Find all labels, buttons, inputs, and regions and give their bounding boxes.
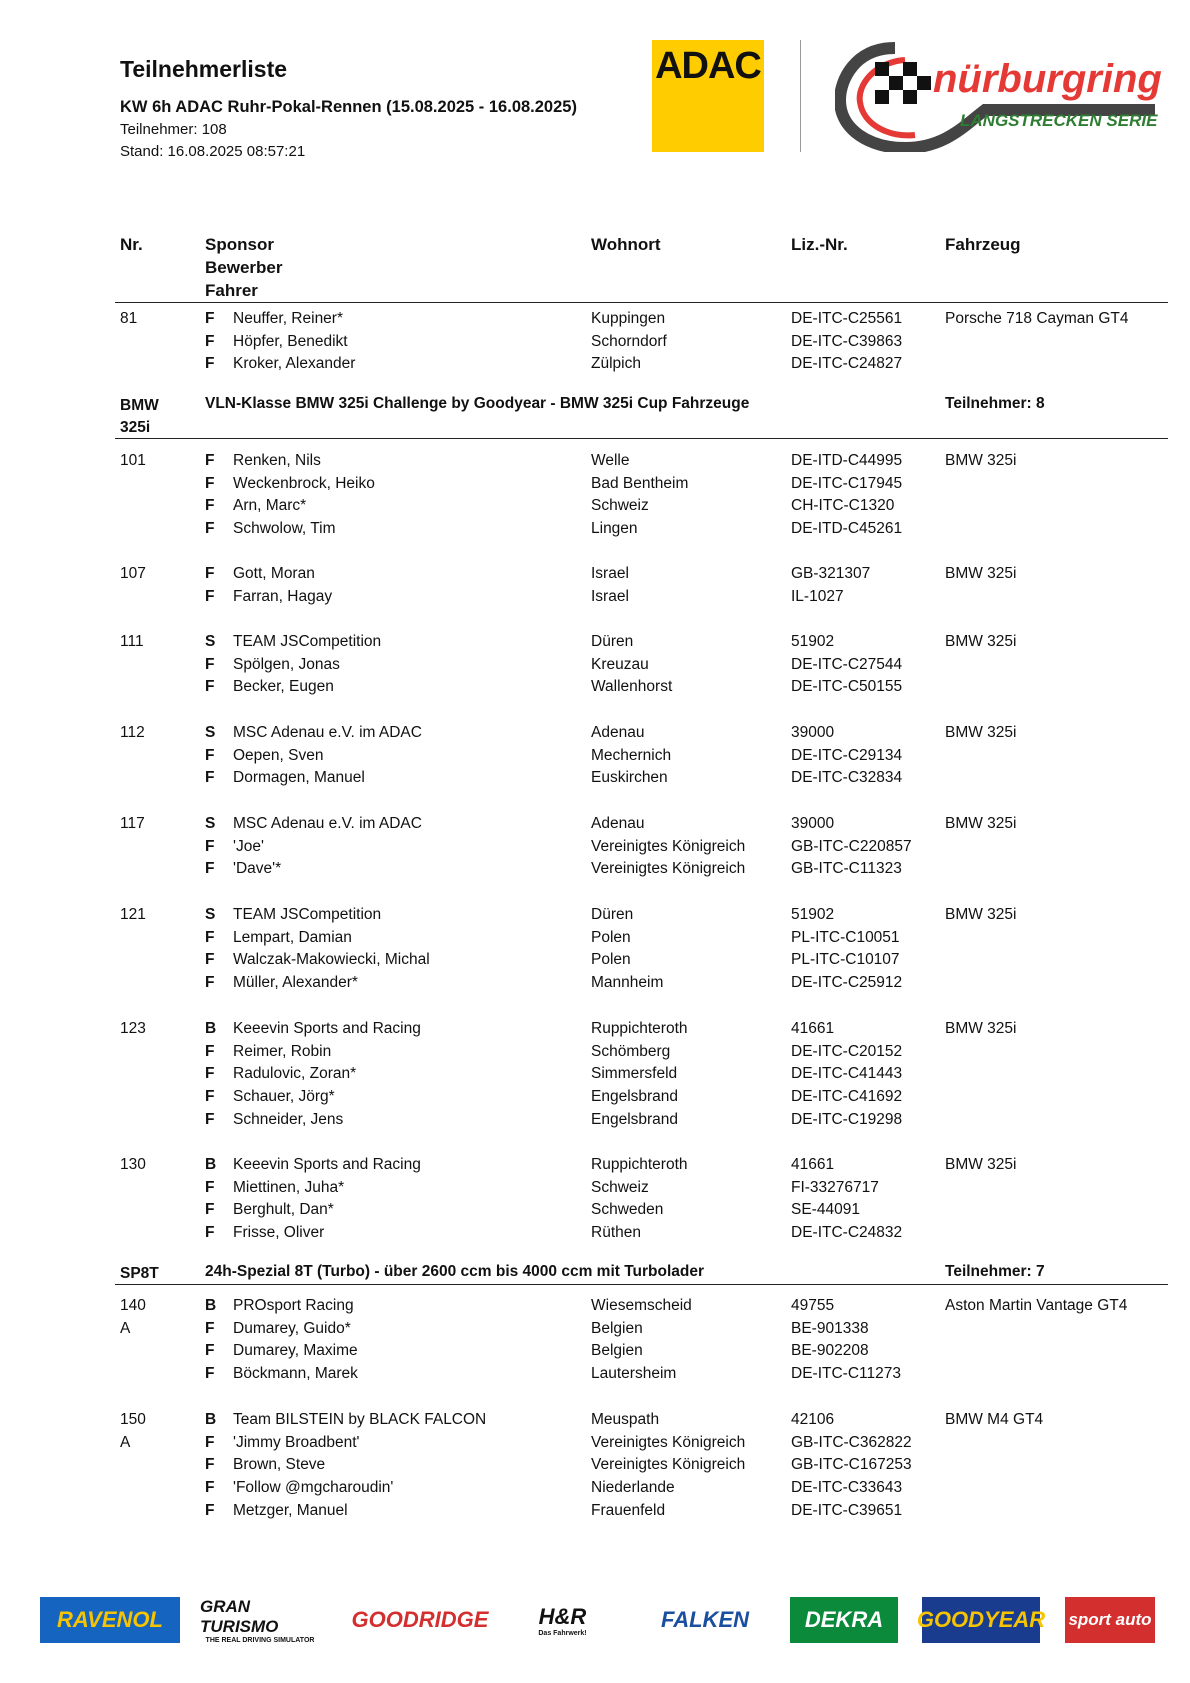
license-number: 49755 <box>791 1297 835 1314</box>
class-rule <box>115 438 1168 439</box>
role-code: F <box>205 332 215 350</box>
col-bewerber: Bewerber <box>205 258 283 277</box>
residence: Frauenfeld <box>591 1501 666 1519</box>
role-code: F <box>205 452 215 469</box>
table-row <box>0 588 1190 611</box>
person-name: Keeevin Sports and Racing <box>233 1156 421 1173</box>
header-rule <box>115 302 1168 303</box>
person-name: Weckenbrock, Heiko <box>233 474 375 492</box>
residence: Schweiz <box>591 1178 649 1196</box>
start-number: 107 <box>120 565 146 582</box>
person-name: 'Jimmy Broadbent' <box>233 1433 360 1451</box>
table-row <box>0 1320 1190 1343</box>
person-name: Miettinen, Juha* <box>233 1178 345 1196</box>
start-number: 117 <box>120 815 145 832</box>
table-row <box>0 747 1190 770</box>
table-row <box>0 815 1190 838</box>
person-name: MSC Adenau e.V. im ADAC <box>233 815 422 832</box>
sponsor-name: DEKRA <box>804 1607 884 1632</box>
sponsor-name: FALKEN <box>661 1607 749 1632</box>
person-name: Oepen, Sven <box>233 746 324 764</box>
residence: Wallenhorst <box>591 678 673 696</box>
license-number: 51902 <box>791 906 835 923</box>
table-row <box>0 355 1190 378</box>
nurburgring-wordmark: nürburgring <box>933 57 1162 101</box>
person-name: Neuffer, Reiner* <box>233 310 343 327</box>
role-code: F <box>205 928 215 946</box>
person-name: Brown, Steve <box>233 1456 326 1474</box>
vehicle: BMW 325i <box>945 633 1017 650</box>
sponsor-logo <box>1065 1597 1155 1643</box>
class-description: 24h-Spezial 8T (Turbo) - über 2600 ccm bis 4000 ccm mit Turbolader <box>205 1263 705 1280</box>
person-name: MSC Adenau e.V. im ADAC <box>233 724 422 741</box>
table-row <box>0 1502 1190 1525</box>
sponsor-tagline: THE REAL DRIVING SIMULATOR <box>205 1636 315 1644</box>
table-row <box>0 333 1190 356</box>
adac-logo: ADAC <box>652 40 764 152</box>
start-number-suffix: A <box>120 1319 131 1337</box>
start-number-suffix: A <box>120 1433 131 1451</box>
table-row <box>0 475 1190 498</box>
role-code: F <box>205 974 215 992</box>
sponsor-tagline: Das Fahrwerk! <box>538 1629 587 1637</box>
role-code: F <box>205 565 215 582</box>
license-number: DE-ITC-C25912 <box>791 974 903 992</box>
role-code: B <box>205 1297 217 1314</box>
person-name: Team BILSTEIN by BLACK FALCON <box>233 1411 487 1428</box>
person-name: PROsport Racing <box>233 1297 354 1314</box>
person-name: Lempart, Damian <box>233 928 352 946</box>
residence: Vereinigtes Königreich <box>591 837 746 855</box>
role-code: S <box>205 815 216 832</box>
table-row <box>0 951 1190 974</box>
role-code: F <box>205 769 215 787</box>
role-code: F <box>205 497 215 515</box>
residence: Zülpich <box>591 355 641 373</box>
vehicle: BMW 325i <box>945 724 1017 741</box>
license-number: 42106 <box>791 1411 835 1428</box>
license-number: 41661 <box>791 1156 835 1173</box>
license-number: DE-ITC-C33643 <box>791 1479 903 1497</box>
class-description: VLN-Klasse BMW 325i Challenge by Goodyear - BMW 325i Cup Fahrzeuge <box>205 395 750 412</box>
license-number: CH-ITC-C1320 <box>791 497 895 515</box>
license-number: GB-ITC-C11323 <box>791 860 902 878</box>
residence: Schorndorf <box>591 332 667 350</box>
license-number: 41661 <box>791 1020 835 1037</box>
start-number: 112 <box>120 724 145 741</box>
license-number: DE-ITC-C50155 <box>791 678 903 696</box>
license-number: DE-ITC-C27544 <box>791 655 903 673</box>
start-number: 81 <box>120 310 138 327</box>
residence: Lingen <box>591 520 638 538</box>
person-name: Müller, Alexander* <box>233 974 358 992</box>
logo-divider <box>800 40 801 152</box>
role-code: S <box>205 724 216 741</box>
residence: Meuspath <box>591 1411 660 1428</box>
residence: Schömberg <box>591 1042 671 1060</box>
table-row <box>0 906 1190 929</box>
license-number: SE-44091 <box>791 1201 860 1219</box>
sponsor-logo <box>790 1597 898 1643</box>
sponsor-name: GOODYEAR <box>916 1607 1046 1632</box>
license-number: BE-902208 <box>791 1342 869 1360</box>
table-row <box>0 1088 1190 1111</box>
role-code: F <box>205 1365 215 1383</box>
license-number: BE-901338 <box>791 1319 869 1337</box>
person-name: Höpfer, Benedikt <box>233 332 348 350</box>
person-name: Walczak-Makowiecki, Michal <box>233 951 430 969</box>
table-row <box>0 656 1190 679</box>
table-row <box>0 497 1190 520</box>
table-row <box>0 860 1190 883</box>
residence: Niederlande <box>591 1479 675 1497</box>
license-number: DE-ITC-C41692 <box>791 1088 903 1106</box>
residence: Lautersheim <box>591 1365 677 1383</box>
person-name: 'Dave'* <box>233 860 282 878</box>
residence: Engelsbrand <box>591 1110 679 1128</box>
table-row <box>0 838 1190 861</box>
table-row <box>0 1411 1190 1434</box>
table-row <box>0 633 1190 656</box>
class-code: BMW 325i <box>120 397 159 436</box>
residence: Polen <box>591 928 631 946</box>
residence: Engelsbrand <box>591 1088 679 1106</box>
license-number: PL-ITC-C10107 <box>791 951 900 969</box>
license-number: DE-ITC-C39651 <box>791 1501 903 1519</box>
residence: Mechernich <box>591 746 672 764</box>
residence: Ruppichteroth <box>591 1156 688 1173</box>
table-row <box>0 1020 1190 1043</box>
person-name: Kroker, Alexander <box>233 355 356 373</box>
license-number: DE-ITC-C32834 <box>791 769 903 787</box>
person-name: Becker, Eugen <box>233 678 334 696</box>
class-rule <box>115 1284 1168 1285</box>
col-sponsor: Sponsor <box>205 235 274 254</box>
nurburgring-logo <box>835 40 1165 152</box>
person-name: Gott, Moran <box>233 565 315 582</box>
checkered-flag-icon <box>875 62 931 104</box>
role-code: F <box>205 1456 215 1474</box>
residence: Polen <box>591 951 631 969</box>
person-name: Radulovic, Zoran* <box>233 1065 357 1083</box>
table-row <box>0 520 1190 543</box>
table-row <box>0 452 1190 475</box>
person-name: Keeevin Sports and Racing <box>233 1020 421 1037</box>
person-name: Berghult, Dan* <box>233 1201 334 1219</box>
col-fahrzeug: Fahrzeug <box>945 235 1021 254</box>
residence: Düren <box>591 633 634 650</box>
role-code: F <box>205 520 215 538</box>
role-code: F <box>205 310 215 327</box>
license-number: 39000 <box>791 724 835 741</box>
license-number: DE-ITC-C24832 <box>791 1224 903 1242</box>
timestamp: Stand: 16.08.2025 08:57:21 <box>120 143 306 160</box>
page-title: Teilnehmerliste <box>120 56 288 82</box>
license-number: FI-33276717 <box>791 1178 879 1196</box>
residence: Belgien <box>591 1319 643 1337</box>
table-row <box>0 769 1190 792</box>
role-code: F <box>205 1178 215 1196</box>
vehicle: BMW 325i <box>945 815 1017 832</box>
role-code: F <box>205 746 215 764</box>
table-row <box>0 1201 1190 1224</box>
table-row <box>0 310 1190 333</box>
start-number: 121 <box>120 906 146 923</box>
residence: Adenau <box>591 724 645 741</box>
license-number: DE-ITC-C41443 <box>791 1065 903 1083</box>
role-code: F <box>205 837 215 855</box>
license-number: GB-ITC-C220857 <box>791 837 912 855</box>
table-row <box>0 1342 1190 1365</box>
sponsor-name: sport auto <box>1068 1610 1152 1629</box>
table-row <box>0 1365 1190 1388</box>
license-number: GB-321307 <box>791 565 871 582</box>
vehicle: BMW M4 GT4 <box>945 1411 1044 1428</box>
sponsor-logo <box>640 1597 770 1643</box>
person-name: Schneider, Jens <box>233 1110 344 1128</box>
role-code: B <box>205 1156 217 1173</box>
role-code: F <box>205 1201 215 1219</box>
residence: Kuppingen <box>591 310 666 327</box>
table-row <box>0 1065 1190 1088</box>
start-number: 123 <box>120 1020 146 1037</box>
table-row <box>0 1297 1190 1320</box>
vehicle: Porsche 718 Cayman GT4 <box>945 310 1129 327</box>
residence: Rüthen <box>591 1224 641 1242</box>
table-row <box>0 1179 1190 1202</box>
person-name: Dumarey, Maxime <box>233 1342 358 1360</box>
license-number: GB-ITC-C167253 <box>791 1456 912 1474</box>
person-name: 'Joe' <box>233 837 264 855</box>
role-code: F <box>205 655 215 673</box>
vehicle: BMW 325i <box>945 565 1017 582</box>
sponsor-logo <box>200 1597 320 1643</box>
person-name: Spölgen, Jonas <box>233 655 340 673</box>
vehicle: BMW 325i <box>945 1156 1017 1173</box>
table-row <box>0 678 1190 701</box>
role-code: F <box>205 1501 215 1519</box>
sponsor-name: H&R <box>538 1603 587 1629</box>
table-row <box>0 724 1190 747</box>
license-number: DE-ITC-C29134 <box>791 746 903 764</box>
start-number: 140 <box>120 1297 146 1314</box>
license-number: 39000 <box>791 815 835 832</box>
sponsor-logo <box>515 1597 610 1643</box>
residence: Israel <box>591 565 629 582</box>
license-number: DE-ITC-C39863 <box>791 332 903 350</box>
role-code: B <box>205 1411 217 1428</box>
person-name: 'Follow @mgcharoudin' <box>233 1479 394 1497</box>
license-number: DE-ITC-C25561 <box>791 310 903 327</box>
residence: Düren <box>591 906 634 923</box>
person-name: Schwolow, Tim <box>233 520 336 538</box>
person-name: Renken, Nils <box>233 452 321 469</box>
license-number: DE-ITC-C17945 <box>791 474 903 492</box>
participant-count: Teilnehmer: 108 <box>120 121 227 138</box>
role-code: F <box>205 678 215 696</box>
residence: Bad Bentheim <box>591 474 689 492</box>
person-name: Schauer, Jörg* <box>233 1088 335 1106</box>
sponsor-name: RAVENOL <box>57 1607 163 1632</box>
residence: Simmersfeld <box>591 1065 678 1083</box>
person-name: Arn, Marc* <box>233 497 307 515</box>
residence: Welle <box>591 452 630 469</box>
license-number: DE-ITD-C45261 <box>791 520 903 538</box>
col-liz: Liz.-Nr. <box>791 235 848 254</box>
sponsor-name: GRAN TURISMO <box>200 1596 279 1636</box>
role-code: F <box>205 1319 215 1337</box>
residence: Belgien <box>591 1342 643 1360</box>
residence: Schweden <box>591 1201 664 1219</box>
col-sponsor-group <box>205 233 282 302</box>
person-name: Metzger, Manuel <box>233 1501 348 1519</box>
license-number: IL-1027 <box>791 587 844 605</box>
sponsor-bar <box>0 1597 1190 1643</box>
license-number: PL-ITC-C10051 <box>791 928 900 946</box>
vehicle: BMW 325i <box>945 452 1017 469</box>
start-number: 101 <box>120 452 146 469</box>
class-participants: Teilnehmer: 8 <box>945 395 1045 412</box>
residence: Wiesemscheid <box>591 1297 692 1314</box>
license-number: DE-ITC-C24827 <box>791 355 903 373</box>
role-code: F <box>205 355 215 373</box>
residence: Vereinigtes Königreich <box>591 1433 746 1451</box>
person-name: Farran, Hagay <box>233 587 333 605</box>
sponsor-name: GOODRIDGE <box>351 1607 489 1632</box>
table-row <box>0 929 1190 952</box>
event-title: KW 6h ADAC Ruhr-Pokal-Rennen (15.08.2025 - 16.08.2025) <box>120 98 577 116</box>
residence: Israel <box>591 587 629 605</box>
residence: Vereinigtes Königreich <box>591 1456 746 1474</box>
start-number: 130 <box>120 1156 146 1173</box>
sponsor-logo <box>345 1597 495 1643</box>
table-row <box>0 1043 1190 1066</box>
residence: Euskirchen <box>591 769 668 787</box>
person-name: TEAM JSCompetition <box>233 633 382 650</box>
class-code: SP8T <box>120 1265 159 1282</box>
role-code: S <box>205 906 216 923</box>
residence: Adenau <box>591 815 645 832</box>
person-name: Frisse, Oliver <box>233 1224 325 1242</box>
series-wordmark: LANGSTRECKEN SERIE <box>960 111 1158 130</box>
role-code: F <box>205 1110 215 1128</box>
role-code: F <box>205 1433 215 1451</box>
role-code: F <box>205 1479 215 1497</box>
license-number: DE-ITC-C19298 <box>791 1110 903 1128</box>
license-number: GB-ITC-C362822 <box>791 1433 912 1451</box>
role-code: F <box>205 587 215 605</box>
table-row <box>0 1156 1190 1179</box>
role-code: F <box>205 860 215 878</box>
vehicle: Aston Martin Vantage GT4 <box>945 1297 1128 1314</box>
license-number: DE-ITC-C11273 <box>791 1365 901 1383</box>
role-code: F <box>205 1342 215 1360</box>
role-code: F <box>205 474 215 492</box>
vehicle: BMW 325i <box>945 906 1017 923</box>
table-row <box>0 1224 1190 1247</box>
person-name: Böckmann, Marek <box>233 1365 358 1383</box>
role-code: F <box>205 1224 215 1242</box>
col-nr: Nr. <box>120 235 143 254</box>
role-code: F <box>205 951 215 969</box>
person-name: Dumarey, Guido* <box>233 1319 351 1337</box>
table-row <box>0 1111 1190 1134</box>
table-row <box>0 1456 1190 1479</box>
start-number: 150 <box>120 1411 146 1428</box>
role-code: S <box>205 633 216 650</box>
start-number: 111 <box>120 633 144 650</box>
sponsor-logo <box>916 1597 1046 1643</box>
vehicle: BMW 325i <box>945 1020 1017 1037</box>
residence: Kreuzau <box>591 655 649 673</box>
residence: Schweiz <box>591 497 649 515</box>
col-fahrer: Fahrer <box>205 281 258 300</box>
license-number: 51902 <box>791 633 835 650</box>
table-row <box>0 1434 1190 1457</box>
role-code: F <box>205 1042 215 1060</box>
license-number: DE-ITD-C44995 <box>791 452 903 469</box>
role-code: B <box>205 1020 217 1037</box>
table-row <box>0 565 1190 588</box>
residence: Vereinigtes Königreich <box>591 860 746 878</box>
col-wohnort: Wohnort <box>591 235 661 254</box>
person-name: Dormagen, Manuel <box>233 769 365 787</box>
role-code: F <box>205 1065 215 1083</box>
table-row <box>0 1479 1190 1502</box>
residence: Ruppichteroth <box>591 1020 688 1037</box>
role-code: F <box>205 1088 215 1106</box>
person-name: TEAM JSCompetition <box>233 906 382 923</box>
license-number: DE-ITC-C20152 <box>791 1042 903 1060</box>
sponsor-logo <box>40 1597 180 1643</box>
class-participants: Teilnehmer: 7 <box>945 1263 1045 1280</box>
table-row <box>0 974 1190 997</box>
residence: Mannheim <box>591 974 664 992</box>
person-name: Reimer, Robin <box>233 1042 332 1060</box>
